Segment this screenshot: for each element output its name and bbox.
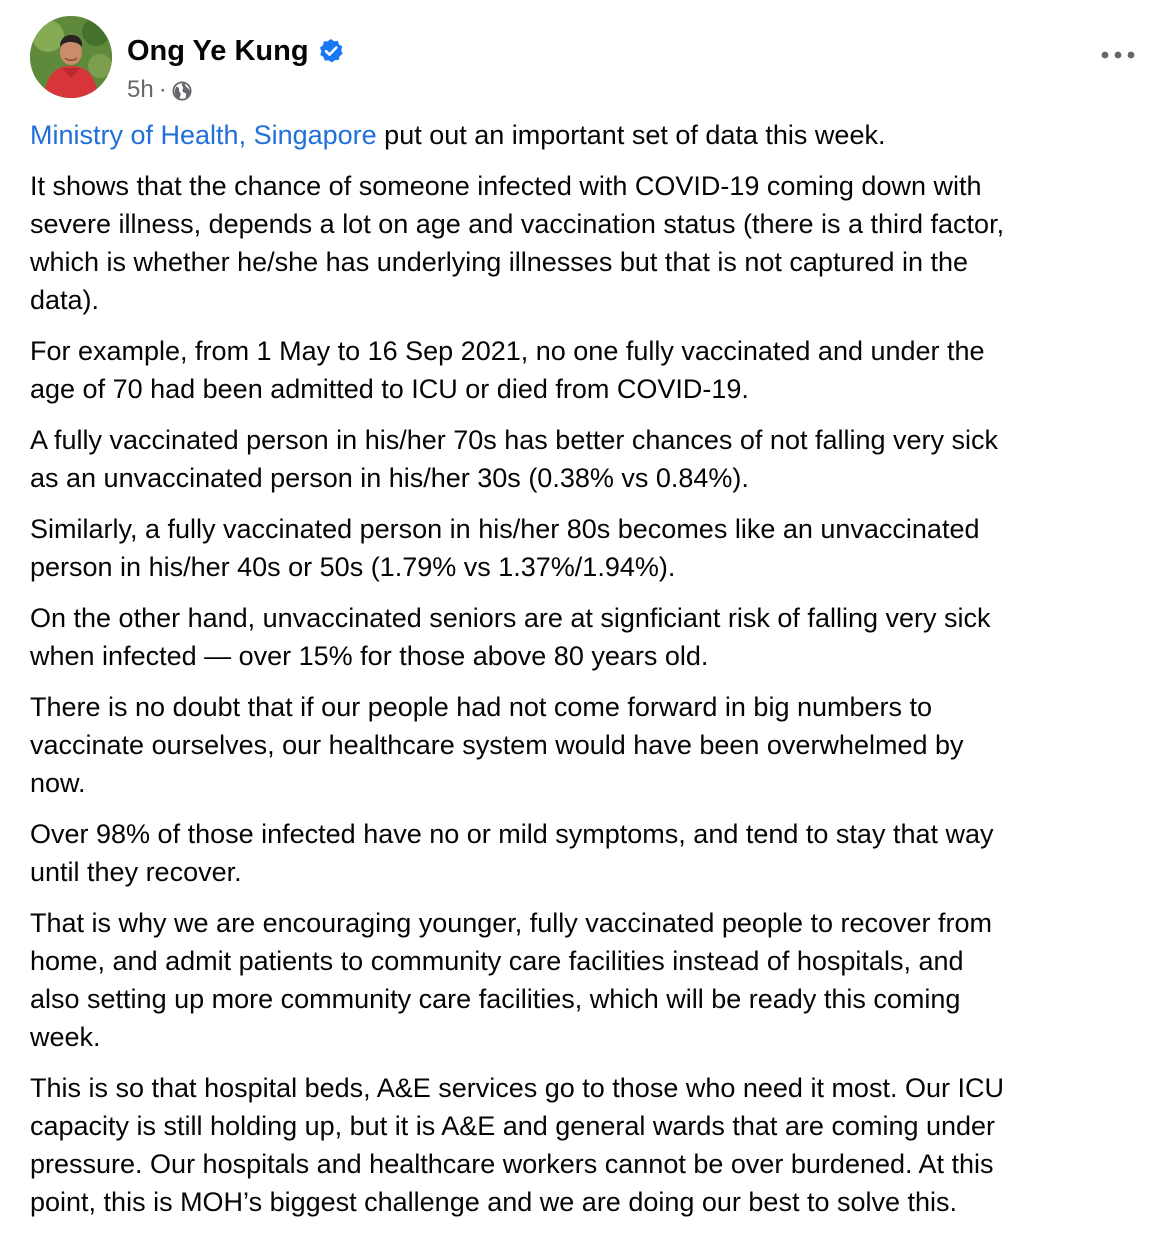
post-paragraph [30, 167, 1158, 319]
post-paragraph [30, 332, 1158, 408]
paragraph-line: put out an important set of data this week. [376, 120, 886, 150]
paragraph-line: severe illness, depends a lot on age and vaccination status (there is a third factor, [30, 209, 1005, 239]
paragraph-line: That is why we are encouraging younger, fully vaccinated people to recover from [30, 908, 993, 938]
post-header [30, 16, 1142, 102]
globe-icon[interactable] [172, 80, 192, 100]
paragraph-line: capacity is still holding up, but it is A&E and general wards that are coming under [30, 1111, 996, 1141]
mention-link[interactable]: Ministry of Health, Singapore [30, 120, 377, 150]
post-time[interactable]: 5h [127, 76, 154, 103]
paragraph-line: A fully vaccinated person in his/her 70s has better chances of not falling very sick [30, 425, 999, 455]
author-name[interactable]: Ong Ye Kung [127, 35, 309, 67]
paragraph-line: person in his/her 40s or 50s (1.79% vs 1.37%/1.94%). [30, 552, 676, 582]
more-options-icon [1101, 51, 1135, 59]
post-paragraph [30, 421, 1158, 497]
paragraph-line: also setting up more community care facilities, which will be ready this coming [30, 984, 961, 1014]
post-paragraph [30, 815, 1158, 891]
post-paragraph [30, 510, 1158, 586]
paragraph-line: There is no doubt that if our people had not come forward in big numbers to [30, 692, 933, 722]
post-body [30, 116, 1158, 1234]
paragraph-line: Similarly, a fully vaccinated person in his/her 80s becomes like an unvaccinated [30, 514, 980, 544]
paragraph-line: It shows that the chance of someone infected with COVID-19 coming down with [30, 171, 982, 201]
post-paragraph [30, 688, 1158, 802]
paragraph-line: week. [30, 1022, 101, 1052]
paragraph-line: when infected — over 15% for those above 80 years old. [30, 641, 709, 671]
paragraph-line: which is whether he/she has underlying illnesses but that is not captured in the [30, 247, 969, 277]
author-name-row [127, 34, 344, 68]
paragraph-line: data). [30, 285, 100, 315]
paragraph-line: now. [30, 768, 86, 798]
post-meta [127, 76, 192, 104]
paragraph-line: On the other hand, unvaccinated seniors are at signficiant risk of falling very sick [30, 603, 991, 633]
paragraph-line: as an unvaccinated person in his/her 30s (0.38% vs 0.84%). [30, 463, 749, 493]
paragraph-line: For example, from 1 May to 16 Sep 2021, no one fully vaccinated and under the [30, 336, 985, 366]
avatar-photo [30, 16, 112, 98]
paragraph-line: Over 98% of those infected have no or mild symptoms, and tend to stay that way [30, 819, 994, 849]
paragraph-line: vaccinate ourselves, our healthcare system would have been overwhelmed by [30, 730, 964, 760]
meta-separator: · [158, 76, 167, 103]
paragraph-line: pressure. Our hospitals and healthcare workers cannot be over burdened. At this [30, 1149, 994, 1179]
avatar[interactable] [30, 16, 112, 98]
paragraph-line: point, this is MOH’s biggest challenge and we are doing our best to solve this. [30, 1187, 958, 1217]
verified-badge-icon [318, 38, 344, 64]
post-paragraph [30, 1069, 1158, 1221]
paragraph-line: until they recover. [30, 857, 242, 887]
paragraph-line: home, and admit patients to community care facilities instead of hospitals, and [30, 946, 964, 976]
paragraph-line: This is so that hospital beds, A&E services go to those who need it most. Our ICU [30, 1073, 1004, 1103]
post-paragraph [30, 116, 1158, 154]
post-paragraph [30, 904, 1158, 1056]
more-options-button[interactable] [1098, 42, 1138, 68]
paragraph-line: age of 70 had been admitted to ICU or died from COVID-19. [30, 374, 749, 404]
post-paragraph [30, 599, 1158, 675]
